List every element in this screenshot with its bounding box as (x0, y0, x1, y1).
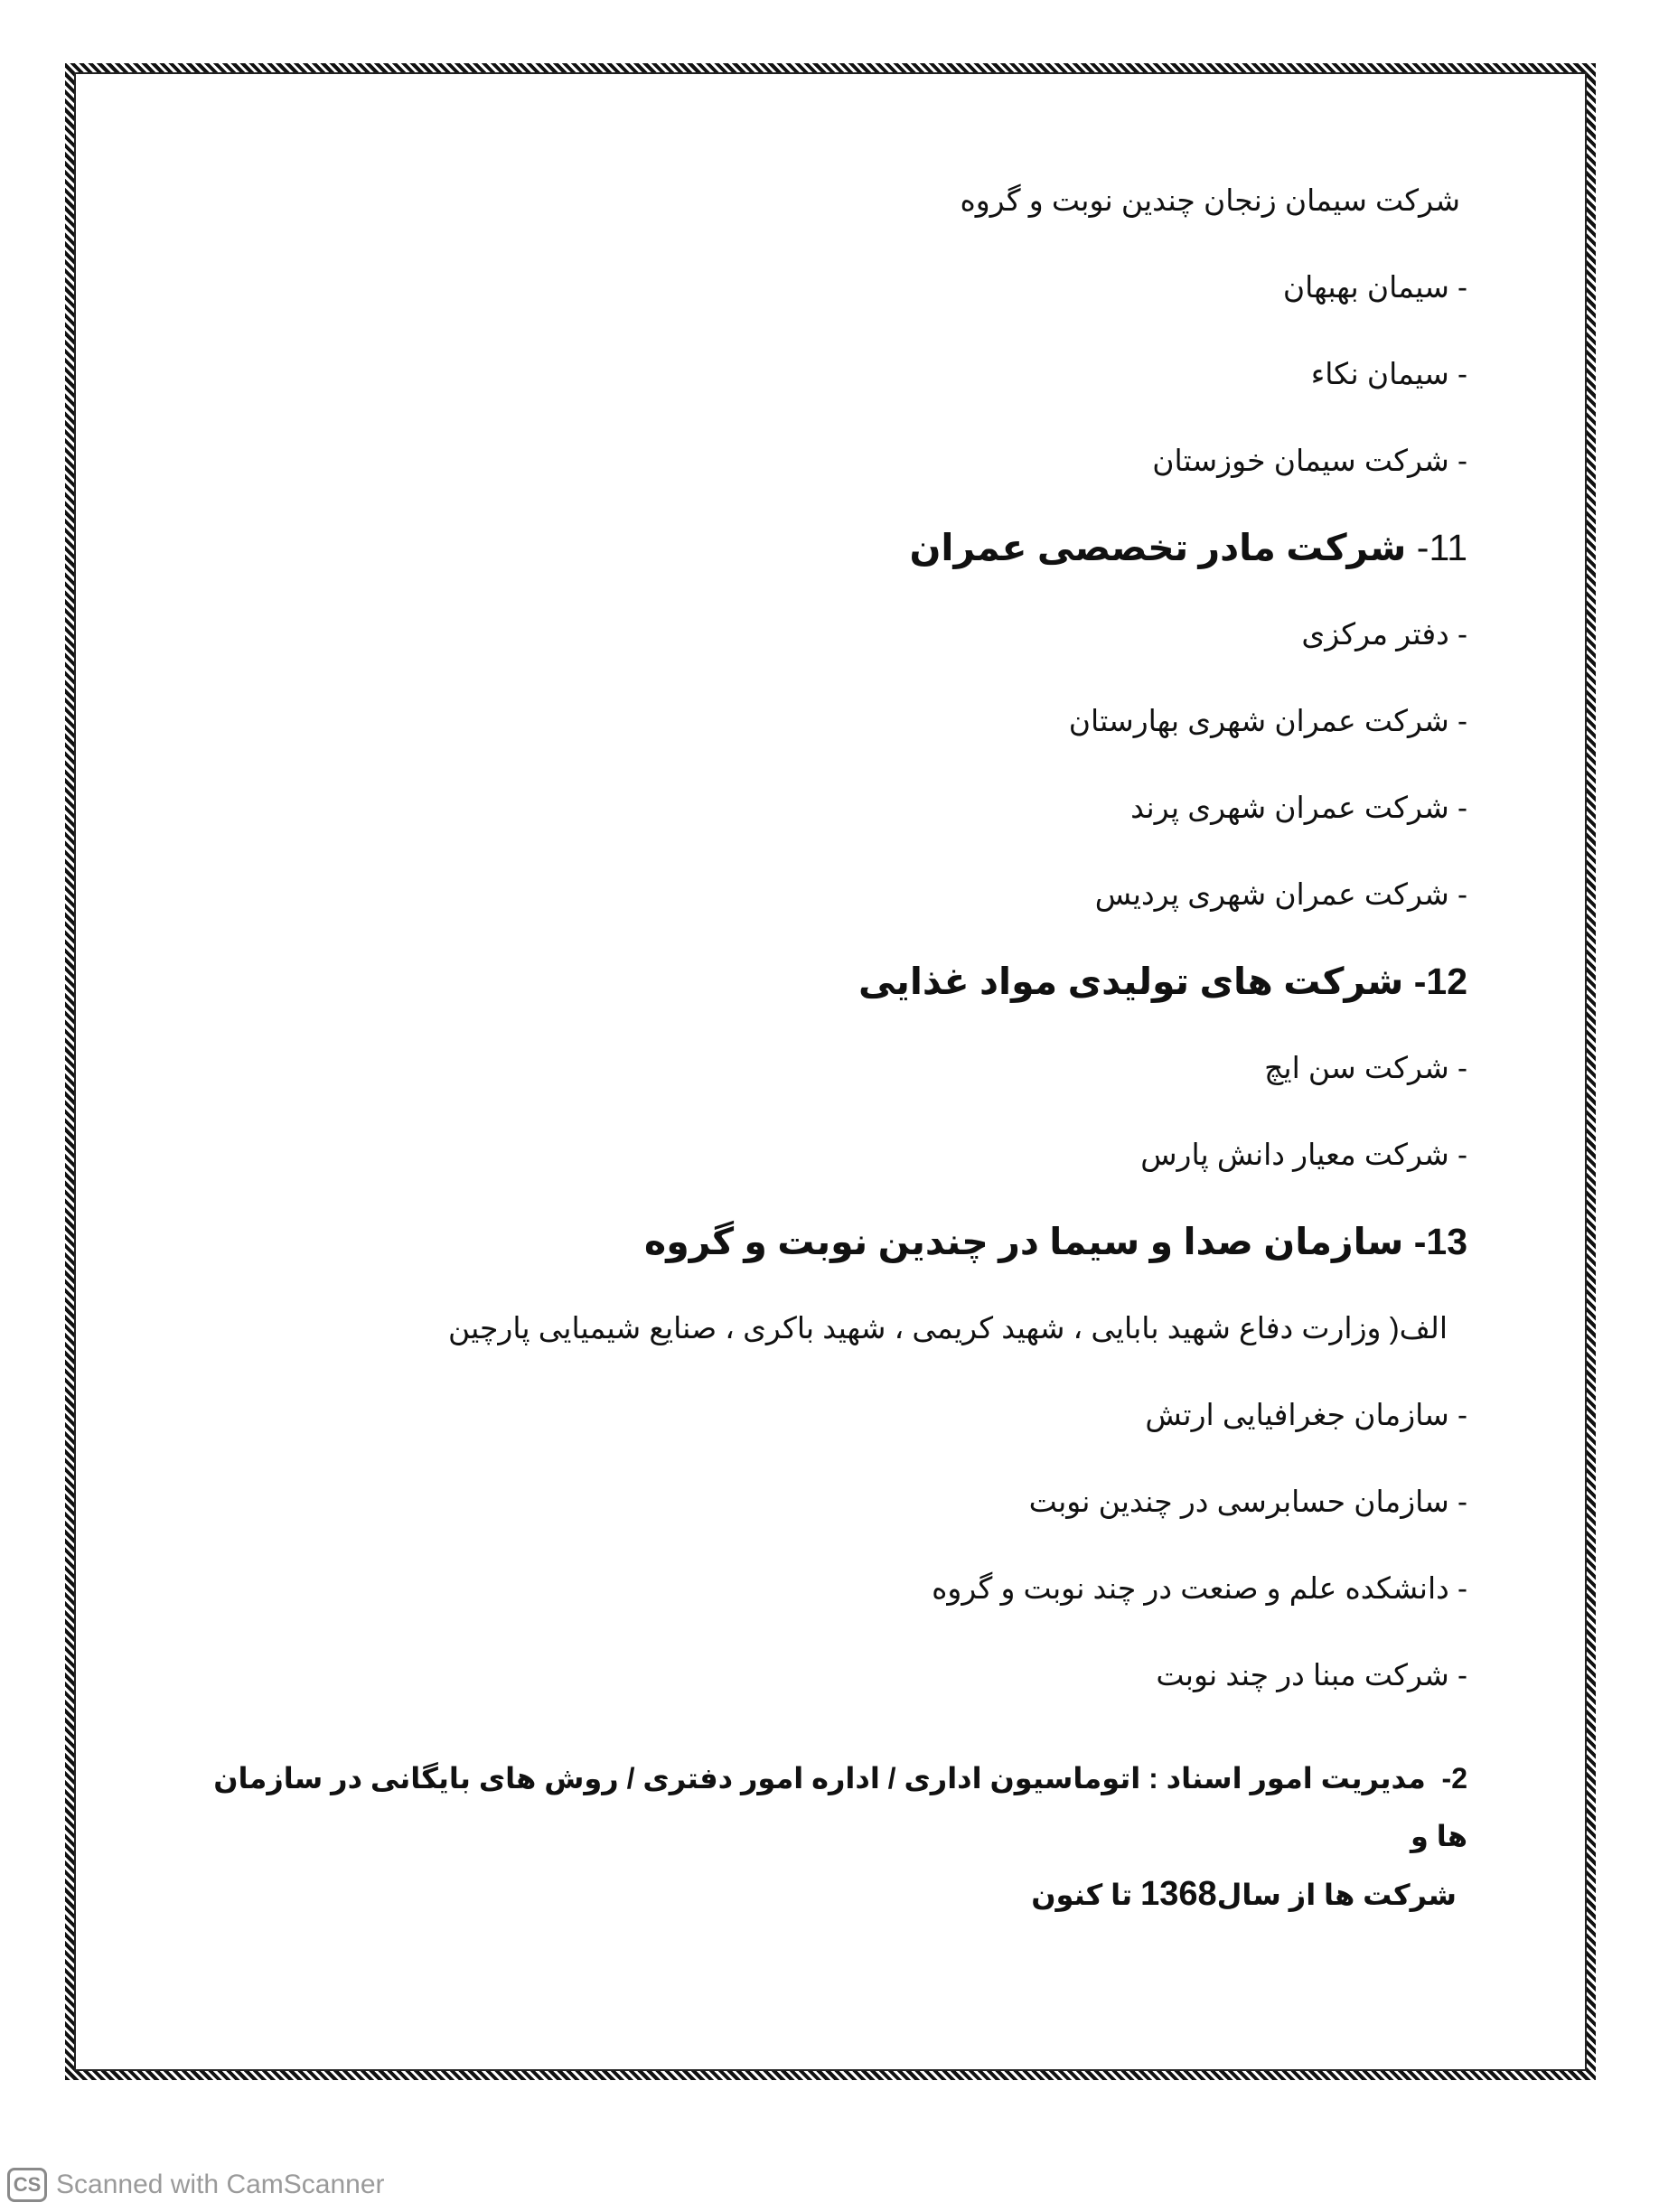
text-line: شرکت سیمان زنجان چندین نوبت و گروه (960, 183, 1460, 217)
section-title: شرکت های تولیدی مواد غذایی (858, 961, 1404, 1002)
final-paragraph (184, 1749, 1467, 1924)
list-item: - سازمان جغرافیایی ارتش (1145, 1398, 1467, 1431)
section-heading-13 (184, 1222, 1467, 1308)
paragraph-line-2-start: شرکت ها از سال (1216, 1879, 1457, 1911)
document-body (184, 181, 1467, 1924)
section-title: سازمان صدا و سیما در چندین نوبت و گروه (644, 1221, 1404, 1262)
list-item: - شرکت عمران شهری بهارستان (1068, 704, 1467, 737)
section-number: 11- (1416, 527, 1467, 568)
section-number: 12- (1413, 961, 1467, 1002)
paragraph-line-2 (184, 1865, 1467, 1924)
list-item: - شرکت عمران شهری پردیس (1094, 877, 1467, 911)
section-heading-12 (184, 961, 1467, 1048)
list-item: - سیمان نکاء (1310, 357, 1467, 390)
paragraph-line-1: مدیریت امور اسناد : اتوماسیون اداری / اداره امور دفتری / روش های بایگانی در سازمان ها و (213, 1762, 1467, 1852)
watermark-text: Scanned with CamScanner (56, 2170, 385, 2199)
section-heading-11 (184, 528, 1467, 614)
camscanner-logo-icon: CS (7, 2168, 47, 2202)
list-item: - سیمان بهبهان (1282, 270, 1467, 304)
list-item: - شرکت سن ایچ (1264, 1051, 1467, 1084)
list-item: - شرکت مبنا در چند نوبت (1156, 1658, 1467, 1692)
section-number: 13- (1413, 1221, 1467, 1262)
list-item: - دفتر مرکزی (1301, 617, 1467, 651)
list-item: - شرکت معیار دانش پارس (1140, 1138, 1467, 1171)
paragraph-number: 2- (1441, 1762, 1467, 1795)
paragraph-line-2-end: تا کنون (1031, 1879, 1133, 1911)
list-item: - دانشکده علم و صنعت در چند نوبت و گروه (932, 1571, 1467, 1605)
year-value: 1368 (1140, 1875, 1217, 1913)
list-item: - شرکت سیمان خوزستان (1152, 444, 1467, 477)
list-item: - شرکت عمران شهری پرند (1130, 791, 1467, 824)
text-line: الف( وزارت دفاع شهید بابایی ، شهید کریمی ، شهید باکری ، صنایع شیمیایی پارچین (447, 1311, 1448, 1345)
list-item: - سازمان حسابرسی در چندین نوبت (1028, 1485, 1467, 1518)
section-title: شرکت مادر تخصصی عمران (909, 527, 1407, 568)
scanner-watermark (7, 2165, 385, 2205)
